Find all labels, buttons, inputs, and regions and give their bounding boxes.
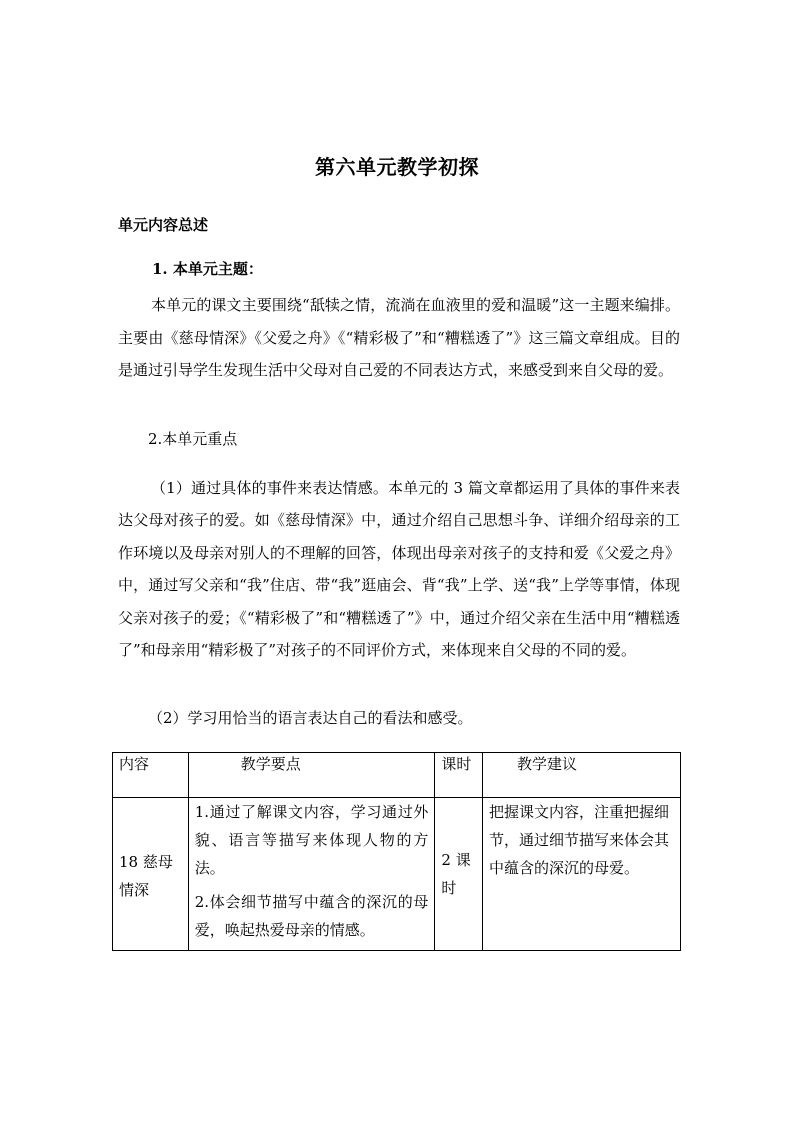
header-class-hours: 课时 <box>435 753 483 798</box>
teaching-points-cell <box>188 798 435 951</box>
table-header-row <box>113 753 681 798</box>
header-teaching-advice: 教学建议 <box>482 753 680 798</box>
lesson-cell: 18 慈母情深 <box>113 798 189 951</box>
focus-item-1: （1）通过具体的事件来表达情感。本单元的 3 篇文章都运用了具体的事件来表达父母对孩子的爱。如《慈母情深》中，通过介绍自己思想斗争、详细介绍母亲的工作环境以及母亲对别人的不理解的回答，体现出母亲对孩子的支持和爱《父爱之舟》中，通过写父亲和“我”住店、带“我”逛庙会、背“我”上学、送“我”上学等事情，体现父亲对孩子的爱；《“精彩极了”和“糟糕透了”》中，通过介绍父亲在生活中用“糟糕透了”和母亲用“精彩极了”对孩子的不同评价方式，来体现来自父母的不同的爱。 <box>118 479 680 660</box>
focus-heading: 2.本单元重点 <box>148 430 238 448</box>
header-content: 内容 <box>113 753 189 798</box>
section-heading: 单元内容总述 <box>118 216 209 234</box>
theme-heading: 1. 本单元主题： <box>152 260 263 278</box>
teaching-advice-cell: 把握课文内容，注重把握细节，通过细节描写来体会其中蕴含的深沉的母爱。 <box>482 798 680 951</box>
class-hours-cell: 2 课时 <box>435 798 483 951</box>
header-teaching-points: 教学要点 <box>188 753 435 798</box>
teaching-plan-table <box>112 752 681 951</box>
teaching-point-2: 2.体会细节描写中蕴含的深沉的母爱，唤起热爱母亲的情感。 <box>194 893 429 939</box>
theme-paragraph: 本单元的课文主要围绕“舐犊之情，流淌在血液里的爱和温暖”这一主题来编排。主要由《慈母情深》《父爱之舟》《“精彩极了”和“糟糕透了”》这三篇文章组成。目的是通过引导学生发现生活中父母对自己爱的不同表达方式，来感受到来自父母的爱。 <box>118 296 680 379</box>
focus-item-2: （2）学习用恰当的语言表达自己的看法和感受。 <box>148 709 473 727</box>
page-title: 第六单元教学初探 <box>315 155 479 179</box>
teaching-point-1: 1.通过了解课文内容，学习通过外貌、语言等描写来体现人物的方法。 <box>194 803 429 877</box>
table-row <box>113 798 681 951</box>
